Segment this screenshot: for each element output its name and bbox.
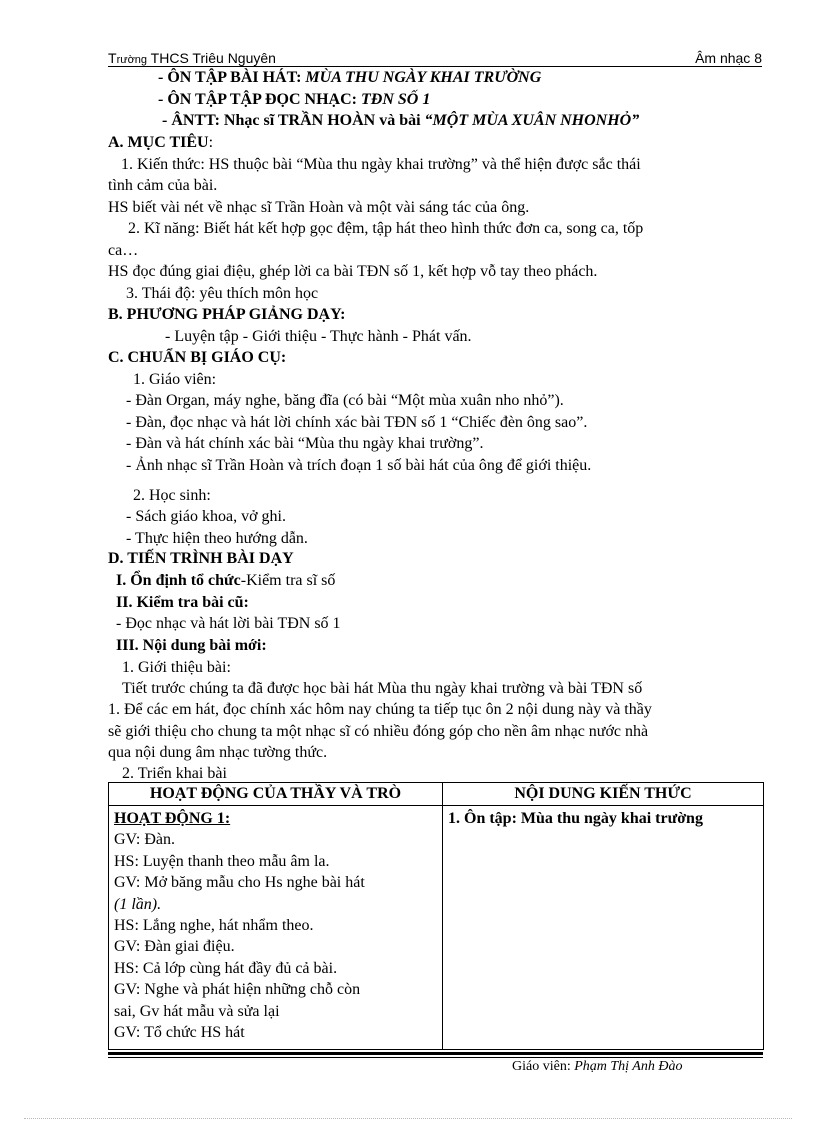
page-edge [24, 1118, 792, 1119]
footer-divider-thick [108, 1052, 763, 1055]
intro-line: qua nội dung âm nhạc tường thức. [108, 744, 328, 761]
activity-line: HS: Luyện thanh theo mẫu âm la. [114, 852, 330, 870]
activity-table [108, 782, 764, 1050]
review-item: - Đọc nhạc và hát lời bài TĐN số 1 [116, 615, 341, 632]
activity-line: HS: Cả lớp cùng hát đầy đủ cả bài. [114, 959, 338, 977]
knowledge-line-1: 1. Kiến thức: HS thuộc bài “Mùa thu ngày khai trường” và thể hiện được sắc thái [121, 156, 641, 173]
activity-line: sai, Gv hát mẫu và sửa lại [114, 1002, 280, 1020]
teacher-item: - Đàn và hát chính xác bài “Mùa thu ngày khai trường”. [126, 435, 484, 452]
section-b-heading: B. PHƯƠNG PHÁP GIẢNG DẠY: [108, 306, 346, 323]
content-cell [443, 806, 764, 1050]
knowledge-line-3: HS biết vài nét về nhạc sĩ Trần Hoàn và một vài sáng tác của ông. [108, 199, 530, 216]
activity-line: HS: Lắng nghe, hát nhẩm theo. [114, 917, 314, 935]
intro-label: 1. Giới thiệu bài: [122, 659, 231, 676]
section-a-heading: A. MỤC TIÊU: [108, 134, 214, 151]
method-line: - Luyện tập - Giới thiệu - Thực hành - Phát vấn. [165, 328, 472, 345]
skill-line-1: 2. Kĩ năng: Biết hát kết hợp gọc đệm, tập hát theo hình thức đơn ca, song ca, tốp [128, 220, 644, 237]
activities-cell [109, 806, 443, 1050]
skill-line-2: ca… [108, 242, 139, 259]
teacher-item: - Đàn, đọc nhạc và hát lời chính xác bài TĐN số 1 “Chiếc đèn ông sao”. [126, 414, 588, 431]
new-content-heading: III. Nội dung bài mới: [116, 637, 267, 654]
subject-name: Âm nhạc 8 [695, 50, 762, 66]
activity-title: HOẠT ĐỘNG 1: [114, 810, 231, 827]
table-row [109, 806, 764, 1050]
section-c-heading: C. CHUẨN BỊ GIÁO CỤ: [108, 349, 287, 366]
activity-line: GV: Đàn. [114, 831, 176, 849]
attitude-line: 3. Thái độ: yêu thích môn học [126, 285, 319, 302]
header-divider [108, 66, 762, 67]
skill-line-3: HS đọc đúng giai điệu, ghép lời ca bài TĐN số 1, kết hợp vỗ tay theo phách. [108, 263, 598, 280]
intro-line: Tiết trước chúng ta đã được học bài hát Mùa thu ngày khai trường và bài TĐN số [122, 680, 643, 697]
teacher-item: - Ảnh nhạc sĩ Trần Hoàn và trích đoạn 1 số bài hát của ông để giới thiệu. [126, 457, 592, 474]
activity-line: GV: Mở băng mẫu cho Hs nghe bài hát [114, 874, 365, 892]
teacher-item: - Đàn Organ, máy nghe, băng đĩa (có bài “Một mùa xuân nho nhỏ”). [126, 392, 564, 409]
topic-3: - ÂNTT: Nhạc sĩ TRẦN HOÀN và bài “MỘT MÙA XUÂN NHONHỎ” [162, 112, 640, 129]
student-item: - Sách giáo khoa, vở ghi. [126, 508, 286, 525]
section-d-heading: D. TIẾN TRÌNH BÀI DẠY [108, 550, 294, 567]
review-heading: II. Kiểm tra bài cũ: [116, 594, 249, 611]
knowledge-line-2: tình cảm của bài. [108, 177, 218, 194]
deploy-label: 2. Triển khai bài [122, 765, 227, 782]
activity-line: GV: Tổ chức HS hát [114, 1024, 245, 1042]
col-activities-header: HOẠT ĐỘNG CỦA THẦY VÀ TRÒ [109, 783, 443, 806]
school-name: Trường THCS Triêu Nguyên [108, 50, 276, 66]
intro-line: 1. Để các em hát, đọc chính xác hôm nay chúng ta tiếp tục ôn 2 nội dung này và thầy [108, 701, 652, 718]
table-header-row [109, 783, 764, 806]
content-title: 1. Ôn tập: Mùa thu ngày khai trường [448, 810, 703, 827]
topic-2: - ÔN TẬP TẬP ĐỌC NHẠC: TĐN SỐ 1 [158, 91, 431, 108]
student-label: 2. Học sinh: [133, 487, 211, 504]
teacher-label: 1. Giáo viên: [133, 371, 217, 388]
footer-divider-thin [108, 1057, 763, 1058]
activity-line: GV: Đàn giai điệu. [114, 938, 235, 956]
org-line: I. Ổn định tổ chức-Kiểm tra sĩ số [116, 572, 336, 589]
activity-line: GV: Nghe và phát hiện những chỗ còn [114, 981, 361, 999]
intro-line: sẽ giới thiệu cho chung ta một nhạc sĩ có nhiều đóng góp cho nền âm nhạc nước nhà [108, 723, 649, 740]
col-content-header: NỘI DUNG KIẾN THỨC [443, 783, 764, 806]
footer-teacher: Giáo viên: Phạm Thị Anh Đào [512, 1059, 683, 1074]
activity-line-italic: (1 lần). [114, 895, 162, 913]
topic-1: - ÔN TẬP BÀI HÁT: MÙA THU NGÀY KHAI TRƯỜNG [158, 69, 542, 86]
student-item: - Thực hiện theo hướng dẫn. [126, 530, 308, 547]
